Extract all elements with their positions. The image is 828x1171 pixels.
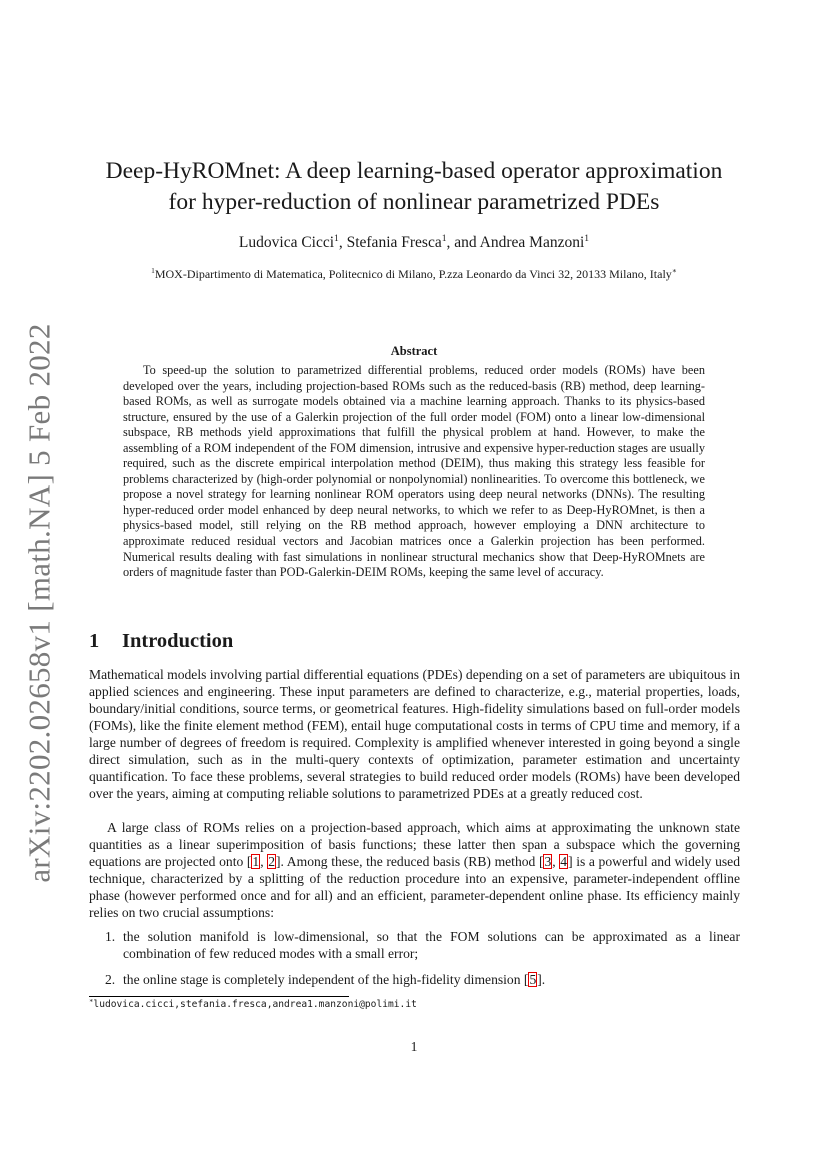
title-line-2: for hyper-reduction of nonlinear parametrized PDEs: [168, 189, 660, 215]
list-text: [123, 971, 740, 988]
affiliation-mark: 1: [151, 266, 155, 275]
footnote-divider: [89, 996, 349, 997]
arxiv-sidebar-stamp: [18, 322, 62, 883]
footnote-mark: ∗: [89, 997, 94, 1005]
section-heading: [89, 630, 233, 653]
paragraph-text: ]. Among these, the reduced basis (RB) method [: [276, 854, 544, 870]
affiliation-mark: 1: [584, 232, 590, 244]
intro-paragraph-2: [89, 819, 740, 921]
abstract-heading: Abstract: [390, 344, 438, 358]
list-item: [105, 928, 740, 962]
citation-link[interactable]: 4: [560, 854, 568, 870]
affiliation-mark: 1: [441, 232, 447, 244]
title-line-1: Deep-HyROMnet: A deep learning-based operator approximation: [105, 158, 723, 184]
affiliation-mark: 1: [334, 232, 339, 244]
list-number: 1.: [105, 929, 116, 944]
affiliation: [60, 267, 768, 282]
paragraph-text: ,: [552, 854, 560, 870]
author-separator: , and: [446, 234, 480, 251]
citation-link[interactable]: 5: [529, 972, 537, 987]
arxiv-id: arXiv:2202.02658v1 [math.NA] 5 Feb 2022: [22, 322, 57, 883]
footnote-mark: ∗: [671, 266, 677, 275]
abstract-text: To speed-up the solution to parametrized differential problems, reduced order models (ROMs) have been developed over the years, including projection-based ROMs such as the reduced-basis (RB) method, deep learning-based ROMs, as well as surrogate models obtained via a machine learning approach. Thanks to its physics-based structure, ensured by the use of a Galerkin projection of the full order model (FOM) onto a linear low-dimensional subspace, RB methods yield approximations that fulfill the physical problem at hand. However, to make the assembling of a ROM independent of the FOM dimension, intrusive and expensive hyper-reduction stages are usually required, such as the discrete empirical interpolation method (DEIM), thus making this strategy less feasible for problems characterized by (high-order polynomial or nonpolynomial) nonlinearities. To overcome this bottleneck, we propose a novel strategy for learning nonlinear ROM operators using deep neural networks (DNNs). The resulting hyper-reduced order model enhanced by deep neural networks, to which we refer to as Deep-HyROMnet, is then a physics-based model, still relying on the RB method approach, however employing a DNN architecture to approximate reduced residual vectors and Jacobian matrices once a Galerkin projection has been performed. Numerical results dealing with fast simulations in nonlinear structural mechanics show that Deep-HyROMnets are orders of magnitude faster than POD-Galerkin-DEIM ROMs, keeping the same level of accuracy.: [123, 363, 705, 580]
author-list: [60, 234, 768, 252]
author-name: Andrea Manzoni: [479, 234, 585, 251]
paragraph-text: the online stage is completely independent of the high-fidelity dimension [: [123, 972, 529, 987]
page-number: 1: [410, 1039, 418, 1054]
section-number: 1: [89, 630, 100, 652]
section-title: Introduction: [122, 630, 234, 652]
list-text: the solution manifold is low-dimensional, so that the FOM solutions can be approximated as a linear combination of few reduced modes with a small error;: [123, 929, 740, 962]
paragraph-text: ].: [537, 972, 546, 987]
list-item: [105, 971, 740, 988]
affiliation-text: MOX-Dipartimento di Matematica, Politecnico di Milano, P.zza Leonardo da Vinci 32, 20133 Milano, Italy: [154, 267, 672, 281]
author-separator: ,: [338, 234, 347, 251]
intro-paragraph-1: Mathematical models involving partial differential equations (PDEs) depending on a set of parameters are ubiquitous in applied sciences and engineering. These input parameters are defined to characterize, e.g., material properties, loads, boundary/initial conditions, source terms, or geometrical features. High-fidelity simulations based on full-order models (FOMs), like the finite element method (FEM), entail huge computational costs in terms of CPU time and memory, if a large number of degrees of freedom is required. Complexity is amplified whenever interested in going beyond a single direct simulation, such as in the multi-query contexts of optimization, parameter estimation and uncertainty quantification. To face these problems, several strategies to build reduced order models (ROMs) have been developed over the years, aiming at computing reliable solutions to parametrized PDEs at a greatly reduced cost.: [89, 667, 740, 802]
footnote: [89, 999, 417, 1010]
author-name: Stefania Fresca: [346, 234, 442, 251]
paragraph-text: ,: [260, 854, 268, 870]
citation-link[interactable]: 1: [252, 854, 260, 870]
paragraph-text: A large class of ROMs relies on a projection-based approach, which aims at approximating the unknown state quantities as a linear superimposition of basis functions; these latter then span a subspace which the governing equations are projected onto [: [89, 820, 740, 870]
author-name: Ludovica Cicci: [238, 234, 335, 251]
citation-link[interactable]: 3: [544, 854, 552, 870]
list-number: 2.: [105, 972, 116, 987]
citation-link[interactable]: 2: [268, 854, 276, 870]
paragraph-text: ] is a powerful and widely used technique, characterized by a splitting of the reduction procedure into an expensive, parameter-independent offline phase (however performed once and for all) and an efficient, parameter-dependent online phase. Its efficiency mainly relies on two crucial assumptions:: [89, 854, 740, 921]
paper-title: [60, 156, 768, 218]
footnote-emails: ludovica.cicci,stefania.fresca,andrea1.manzoni@polimi.it: [93, 999, 417, 1010]
